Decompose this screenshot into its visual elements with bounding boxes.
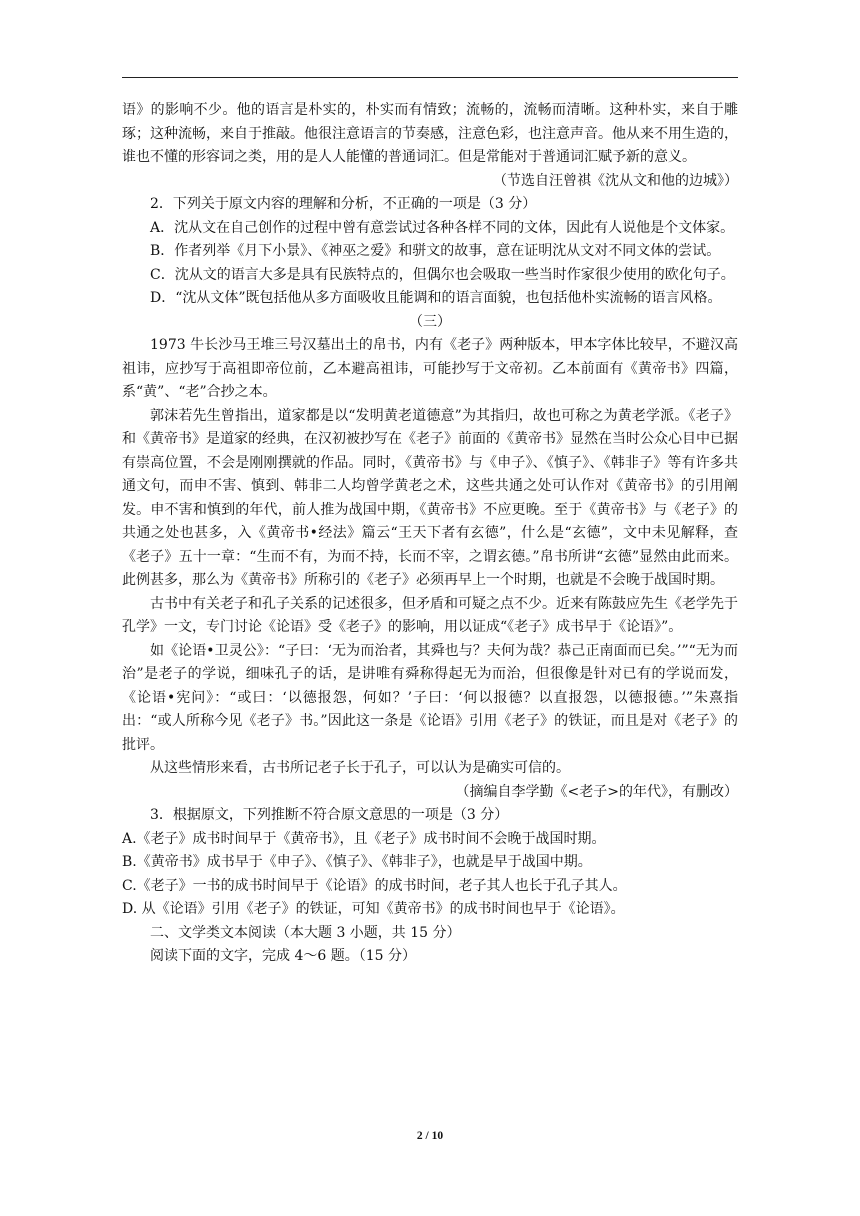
option-2a: A．沈从文在自己创作的过程中曾有意尝试过各种各样不同的文体，因此有人说他是个文体家。 xyxy=(150,219,735,236)
paragraph-intro: 语》的影响不少。他的语言是朴实的，朴实而有情致；流畅的，流畅而清晰。这种朴实，来自于雕琢；这种流畅，来自于推敲。他很注意语言的节奏感，注意色彩，也注意声音。他从来不用生造的，谁也不懂的形容词之类，用的是人人能懂的普通词汇。但是常能对于普通词汇赋予新的意义。 xyxy=(122,102,738,165)
question-3: 3．根据原文，下列推断不符合原文意思的一项是（3 分） xyxy=(150,807,509,823)
source-citation: （摘编自李学勤《<老子>的年代》，有删改） xyxy=(455,783,738,800)
option-3d: D. 从《论语》引用《老子》的铁证，可知《黄帝书》的成书时间也早于《论语》。 xyxy=(122,901,625,917)
document-body xyxy=(122,99,738,969)
option-2d: D．“沈从文体”既包括他从多方面吸收且能调和的语言面貌，也包括他朴实流畅的语言风格。 xyxy=(150,290,722,306)
option-2b: B．作者列举《月下小景》、《神巫之爱》和骈文的故事，意在证明沈从文对不同文体的尝试。 xyxy=(150,243,721,259)
section-2-heading: 二、文学类文本阅读（本大题 3 小题，共 15 分） xyxy=(150,924,461,941)
paragraph-text: 1973 牛长沙马王堆三号汉墓出土的帛书，内有《老子》两种版本，甲本字体比较早，不避汉高祖讳，应抄写于高祖即帝位前，乙本避高祖讳，可能抄写于文帝初。乙本前面有《黄帝书》四篇，系“黄”、“老”合抄之本。 xyxy=(122,337,738,400)
option-3b: B.《黄帝书》成书早于《申子》、《慎子》、《韩非子》，也就是早于战国中期。 xyxy=(122,854,592,870)
page-number: 2 / 10 xyxy=(416,1130,444,1142)
paragraph-text: 郭沫若先生曾指出，道家都是以“发明黄老道德意”为其指归，故也可称之为黄老学派。《老子》和《黄帝书》是道家的经典，在汉初被抄写在《老子》前面的《黄帝书》显然在当时公众心目中已据有崇高位置，不会是刚刚撰就的作品。同时，《黄帝书》与《申子》、《慎子》、《韩非子》等有许多共通文句，而申不害、慎到、韩非二人均曾学黄老之术，这些共通之处可认作对《黄帝书》的引用阐发。申不害和慎到的年代，前人推为战国中期，《黄帝书》不应更晚。至于《黄帝书》与《老子》的共通之处也甚多，入《黄帝书•经法》篇云“王天下者有玄德”，什么是“玄德”，文中未见解释，查《老子》五十一章：“生而不有，为而不持，长而不宰，之谓玄德。”帛书所讲“玄德”显然由此而来。此例甚多，那么为《黄帝书》所称引的《老子》必须再早上一个时期，也就是不会晚于战国时期。 xyxy=(122,407,738,588)
option-3a: A.《老子》成书时间早于《黄帝书》，且《老子》成书时间不会晚于战国时期。 xyxy=(122,830,606,847)
paragraph-text: 古书中有关老子和孔子关系的记述很多，但矛盾和可疑之点不少。近来有陈鼓应先生《老学先于孔学》一文，专门讨论《论语》受《老子》的影响，用以证成“《老子》成书早于《论语》”。 xyxy=(122,595,738,635)
paragraph-text: 从这些情形来看，古书所记老子长于孔子，可以认为是确实可信的。 xyxy=(150,760,570,776)
option-3c: C.《老子》一书的成书时间早于《论语》的成书时间，老子其人也长于孔子其人。 xyxy=(122,877,627,894)
header-rule xyxy=(122,77,738,78)
source-citation: （节选自汪曾祺《沈从文和他的边城》） xyxy=(493,172,738,189)
section-heading: （三） xyxy=(409,313,451,330)
question-2: 2．下列关于原文内容的理解和分析，不正确的一项是（3 分） xyxy=(150,196,537,212)
paragraph-text: 如《论语•卫灵公》：“子曰：‘无为而治者，其舜也与？夫何为哉？恭己正南面而已矣。’”“无为而治”是老子的学说，细味孔子的话，是讲唯有舜称得起无为而治，但很像是针对已有的学说而发，《论语•宪问》：“或曰：‘以德报怨，何如？’子曰：‘何以报德？以直报怨，以德报德。’”朱熹指出：“或人所称今见《老子》书。”因此这一条是《论语》引用《老子》的铁证，而且是对《老子》的批评。 xyxy=(122,642,738,753)
option-2c: C．沈从文的语言大多是具有民族特点的，但偶尔也会吸取一些当时作家很少使用的欧化句子。 xyxy=(150,266,735,283)
instruction: 阅读下面的文字，完成 4～6 题。（15 分） xyxy=(150,948,416,964)
